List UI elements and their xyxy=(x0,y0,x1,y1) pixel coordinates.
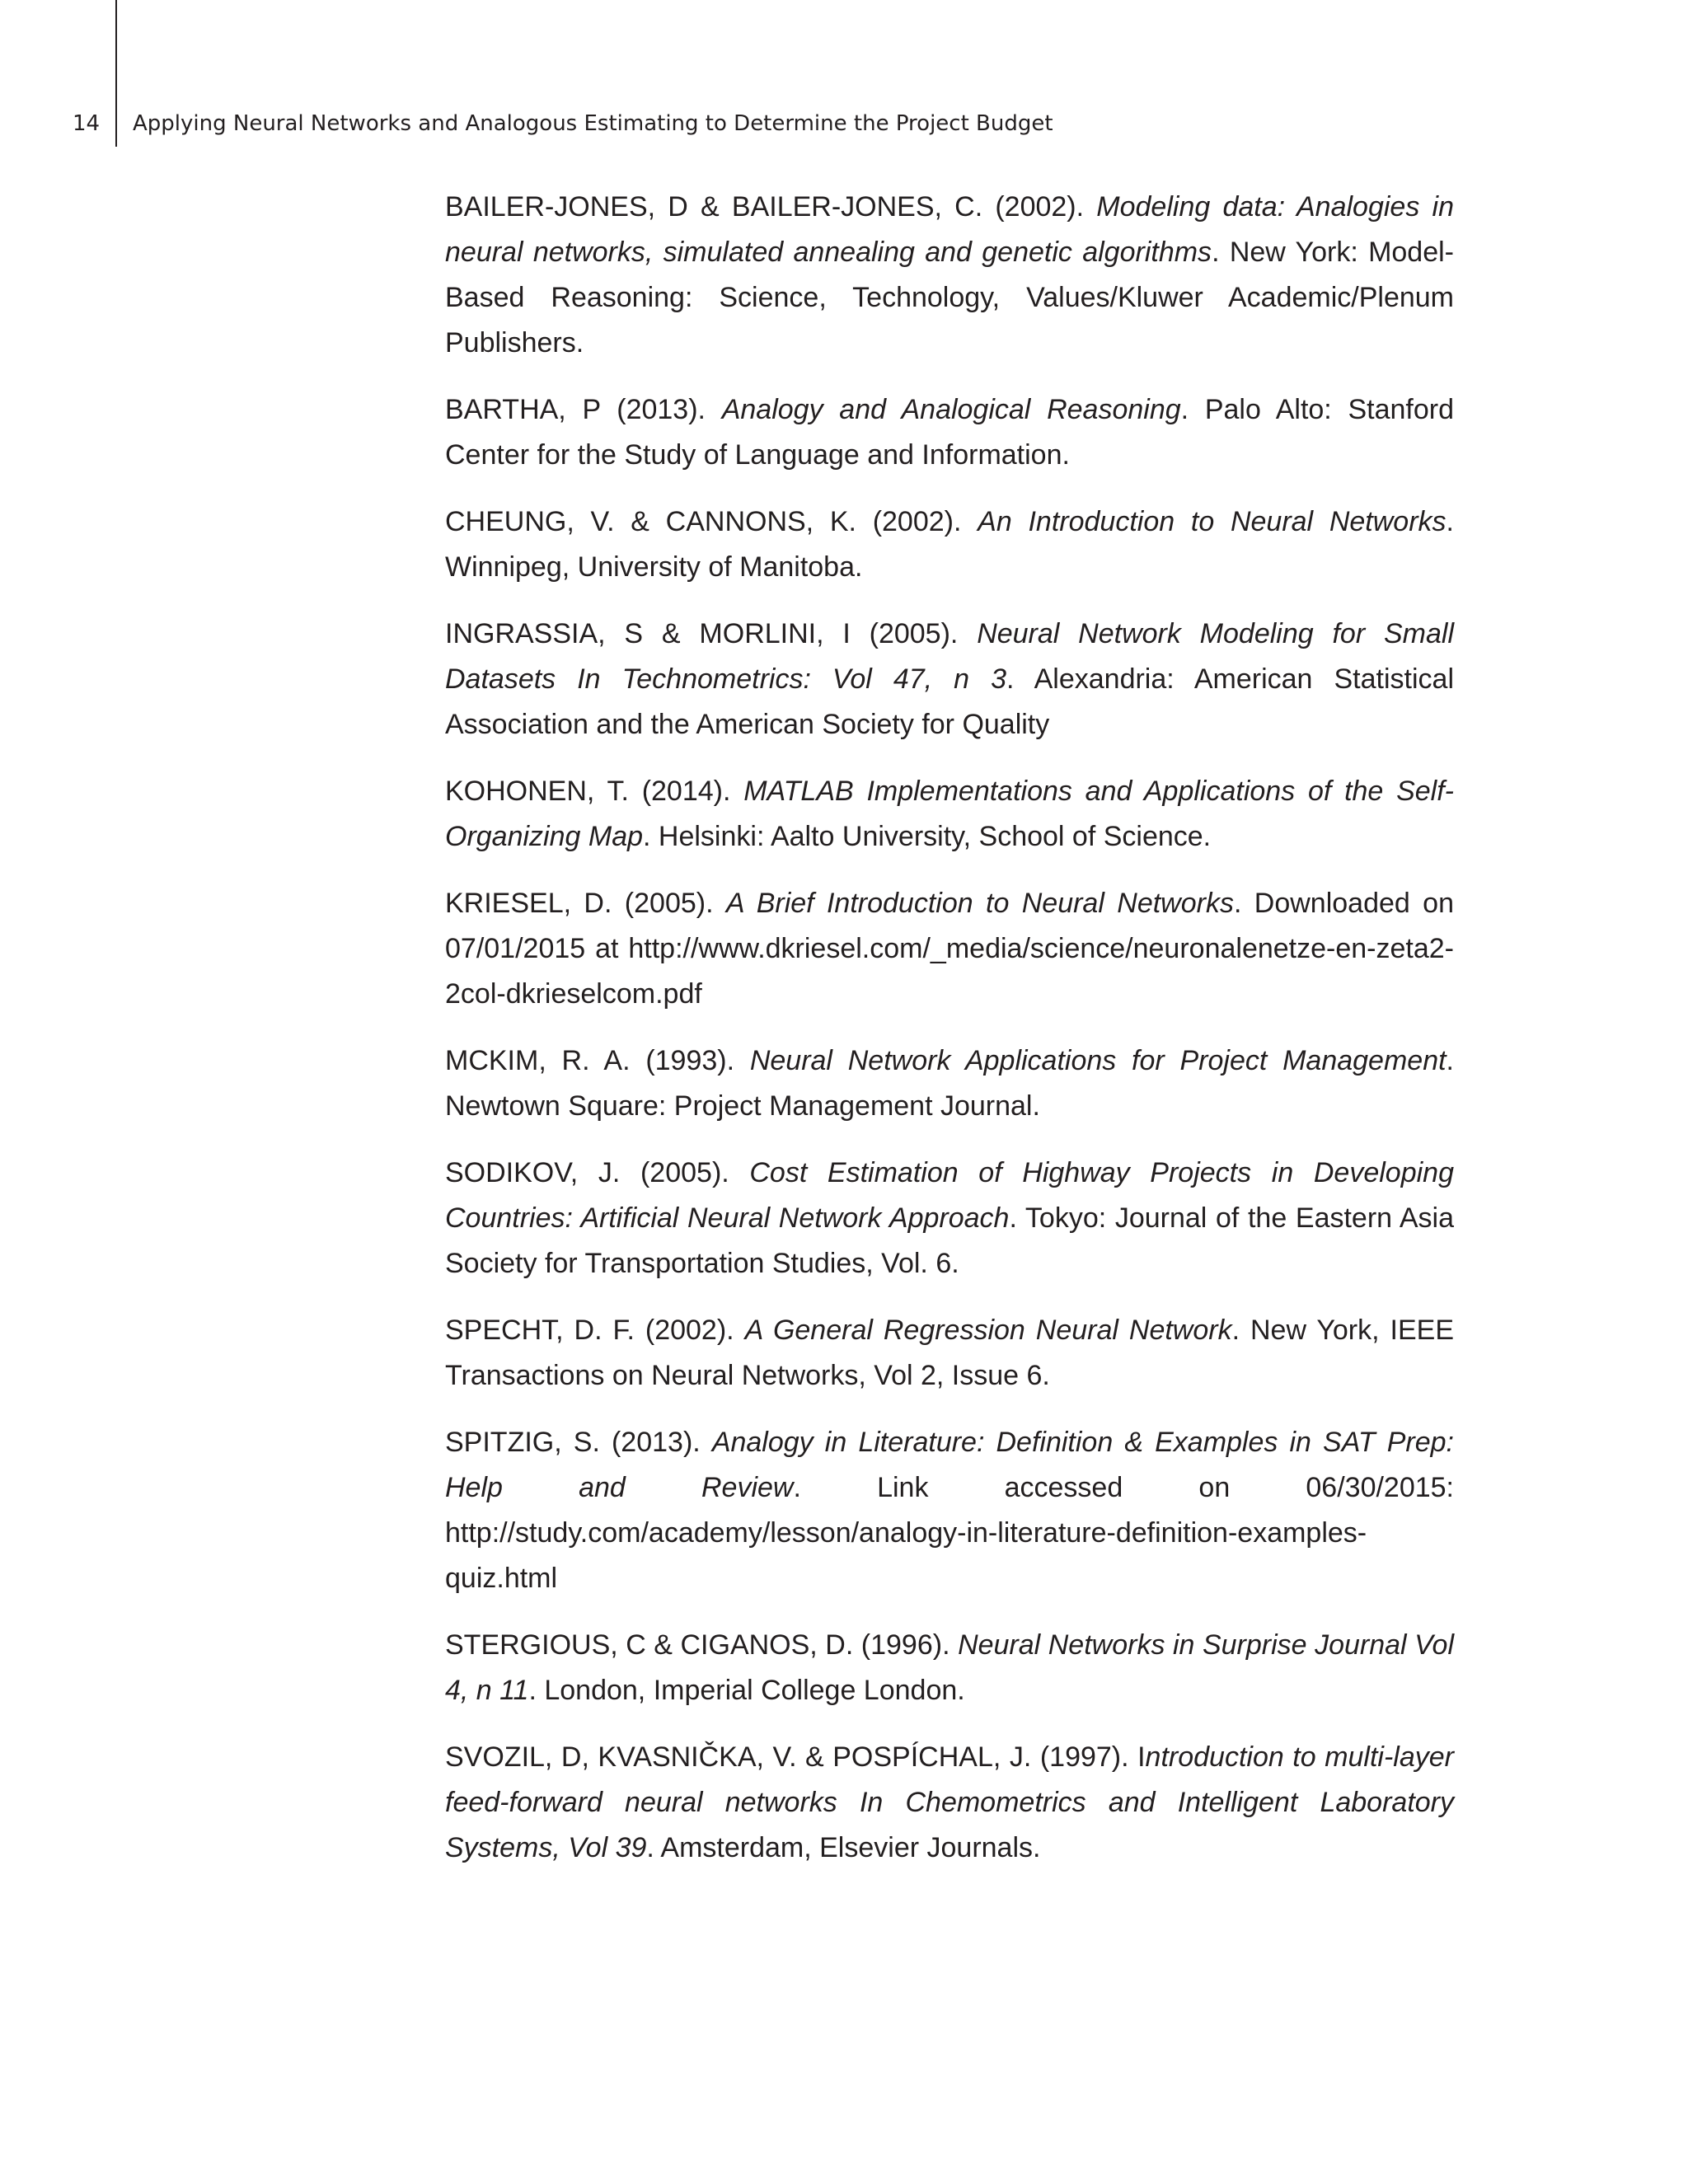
reference-item xyxy=(445,185,1454,366)
reference-publisher: . Palo Alto: Stanford Center for the Study of Language and Information. xyxy=(445,394,1455,471)
reference-item xyxy=(445,1308,1454,1399)
reference-publisher: . Link accessed on 06/30/2015: http://study.com/academy/lesson/analogy-in-literature-definition-examples-quiz.html xyxy=(445,1472,1455,1594)
reference-title: Neural Network Modeling for Small Datasets In Technometrics: Vol 47, n 3 xyxy=(445,618,1454,695)
reference-item xyxy=(445,1038,1454,1129)
reference-title: An Introduction to Neural Networks xyxy=(978,506,1447,537)
reference-title: Modeling data: Analogies in neural networks, simulated annealing and genetic algorithms xyxy=(445,191,1454,268)
reference-item xyxy=(445,499,1454,590)
reference-publisher: . Newtown Square: Project Management Journal. xyxy=(445,1045,1454,1122)
reference-publisher: . Alexandria: American Statistical Association and the American Society for Quality xyxy=(445,663,1455,740)
reference-publisher: . Tokyo: Journal of the Eastern Asia Society for Transportation Studies, Vol. 6. xyxy=(445,1202,1454,1279)
reference-list xyxy=(445,185,1454,1892)
reference-publisher: . New York, IEEE Transactions on Neural Networks, Vol 2, Issue 6. xyxy=(445,1315,1455,1391)
reference-item xyxy=(445,1623,1454,1713)
page-number: 14 xyxy=(73,111,101,136)
page-header xyxy=(0,105,1688,142)
reference-title: Analogy and Analogical Reasoning xyxy=(721,394,1181,425)
reference-item xyxy=(445,881,1454,1017)
reference-item xyxy=(445,612,1454,748)
reference-item xyxy=(445,1151,1454,1286)
reference-authors: BARTHA, P (2013). xyxy=(445,394,722,425)
reference-publisher: . New York: Model-Based Reasoning: Science, Technology, Values/Kluwer Academic/Plenum Publishers. xyxy=(445,237,1454,359)
reference-publisher: . Downloaded on 07/01/2015 at http://www.dkriesel.com/_media/science/neuronalenetze-en-zeta2-2col-dkrieselcom.pdf xyxy=(445,888,1454,1010)
reference-authors: INGRASSIA, S & MORLINI, I (2005). xyxy=(445,618,978,649)
reference-publisher: . Winnipeg, University of Manitoba. xyxy=(445,506,1454,583)
reference-authors: SODIKOV, J. (2005). xyxy=(445,1157,750,1188)
reference-title: A General Regression Neural Network xyxy=(744,1315,1232,1346)
running-head: Applying Neural Networks and Analogous Estimating to Determine the Project Budget xyxy=(133,111,1053,136)
reference-title: A Brief Introduction to Neural Networks xyxy=(725,888,1234,919)
reference-title: Neural Network Applications for Project Management xyxy=(749,1045,1447,1076)
reference-authors: SPITZIG, S. (2013). xyxy=(445,1427,712,1458)
reference-publisher: . Helsinki: Aalto University, School of Science. xyxy=(643,821,1212,852)
reference-publisher: . Amsterdam, Elsevier Journals. xyxy=(646,1832,1041,1863)
reference-authors: SPECHT, D. F. (2002). xyxy=(445,1315,745,1346)
reference-authors: BAILER-JONES, D & BAILER-JONES, C. (2002). xyxy=(445,191,1097,223)
reference-title: MATLAB Implementations and Applications of the Self-Organizing Map xyxy=(445,776,1454,852)
reference-title: ntroduction to multi-layer feed-forward neural networks In Chemometrics and Intelligent Laboratory Systems, Vol 39 xyxy=(445,1741,1454,1863)
reference-title: Neural Networks in Surprise Journal Vol 4, n 11 xyxy=(445,1629,1454,1706)
reference-authors: STERGIOUS, C & CIGANOS, D. (1996). xyxy=(445,1629,959,1661)
reference-item xyxy=(445,387,1454,478)
reference-item xyxy=(445,1735,1454,1871)
reference-authors: SVOZIL, D, KVASNIČKA, V. & POSPÍCHAL, J. (1997). I xyxy=(445,1741,1146,1773)
reference-authors: CHEUNG, V. & CANNONS, K. (2002). xyxy=(445,506,978,537)
reference-title: Analogy in Literature: Definition & Examples in SAT Prep: Help and Review xyxy=(445,1427,1454,1503)
reference-publisher: . London, Imperial College London. xyxy=(528,1675,965,1706)
reference-item xyxy=(445,769,1454,860)
reference-title: Cost Estimation of Highway Projects in Developing Countries: Artificial Neural Network Approach xyxy=(445,1157,1454,1234)
reference-authors: KRIESEL, D. (2005). xyxy=(445,888,726,919)
reference-authors: MCKIM, R. A. (1993). xyxy=(445,1045,750,1076)
reference-item xyxy=(445,1420,1454,1601)
reference-authors: KOHONEN, T. (2014). xyxy=(445,776,744,807)
